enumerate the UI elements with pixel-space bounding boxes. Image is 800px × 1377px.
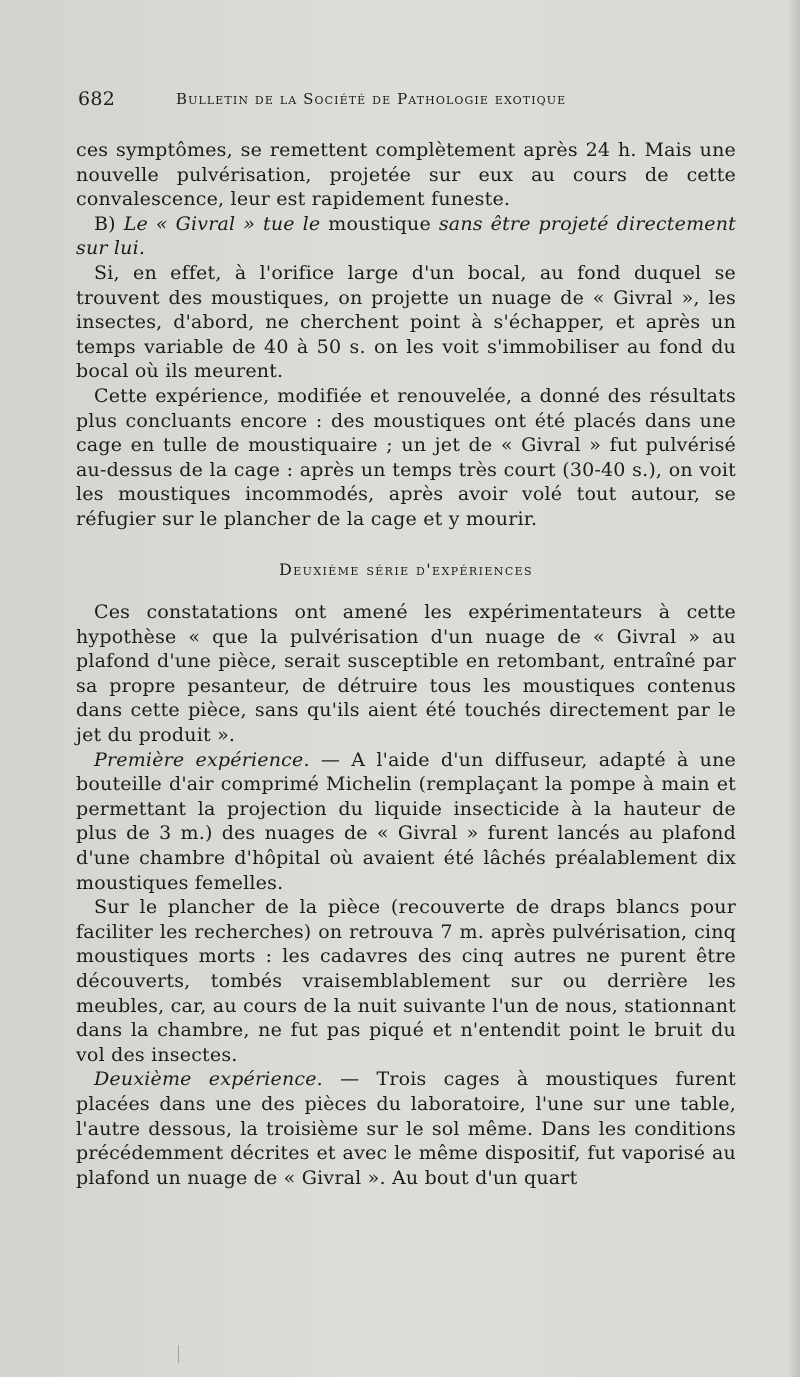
paragraph-2-normal-word: moustique: [328, 212, 431, 235]
paragraph-1: ces symptômes, se remettent complètement après 24 h. Mais une nouvelle pulvérisation, projetée sur eux au cours de cette convalescence, leur est rapidement funeste.: [76, 139, 736, 211]
paragraph-8: [76, 1067, 736, 1190]
page-edge-shadow: [788, 0, 800, 1377]
section-title: Deuxième série d'expériences: [279, 559, 533, 579]
paragraph-8-text: — Trois cages à moustiques furent placées dans une des pièces du laboratoire, l'une sur une table, l'autre dessous, la troisième sur le sol même. Dans les conditions précédemment décrites et avec le même dispositif, fut vaporisé au plafond un nuage de « Givral ». Au bout d'un quart: [76, 1068, 737, 1189]
paragraph-2-label: B): [94, 212, 116, 235]
paragraph-6: [76, 748, 736, 896]
page-header: [78, 88, 738, 116]
running-title: Bulletin de la Société de Pathologie exotique: [176, 90, 567, 108]
page-number: 682: [78, 88, 116, 110]
paragraph-3: Si, en effet, à l'orifice large d'un bocal, au fond duquel se trouvent des moustiques, on projette un nuage de « Givral », les insectes, d'abord, ne cherchent point à s'échapper, et après un temps variable de 40 à 50 s. on les voit s'immobiliser au fond du bocal où ils meurent.: [76, 261, 736, 383]
scan-mark: [178, 1345, 179, 1363]
paragraph-2: [76, 212, 736, 261]
paragraph-2-italic-end: sans être projeté directement sur lui.: [76, 212, 737, 260]
paragraph-2-italic-start: Le « Givral » tue le: [123, 212, 321, 235]
paragraph-6-lead: Première expérience.: [94, 748, 310, 771]
paragraph-5: Ces constatations ont amené les expérimentateurs à cette hypothèse « que la pulvérisation d'un nuage de « Givral » au plafond d'une pièce, serait susceptible en retombant, entraîné par sa propre pesanteur, de détruire tous les moustiques contenus dans cette pièce, sans qu'ils aient été touchés directement par le jet du produit ».: [76, 601, 736, 747]
paragraph-6-text: — A l'aide d'un diffuseur, adapté à une bouteille d'air comprimé Michelin (remplaçant la pompe à main et permettant la projection du liquide insecticide à la hauteur de plus de 3 m.) des nuages de « Givral » furent lancés au plafond d'une chambre d'hôpital où avaient été lâchés préalablement dix moustiques femelles.: [76, 748, 736, 894]
paragraph-8-lead: Deuxième expérience.: [94, 1068, 323, 1091]
paragraph-4: Cette expérience, modifiée et renouvelée, a donné des résultats plus concluants encore : des moustiques ont été placés dans une cage en tulle de moustiquaire ; un jet de « Givral » fut pulvérisé au-dessus de la cage : après un temps très court (30-40 s.), on voit les moustiques incommodés, après avoir volé tout autour, se réfugier sur le plancher de la cage et y mourir.: [76, 384, 736, 530]
article-body: [76, 138, 736, 1190]
paragraph-7: Sur le plancher de la pièce (recouverte de draps blancs pour faciliter les recherches) on retrouva 7 m. après pulvérisation, cinq moustiques morts : les cadavres des cinq autres ne purent être découverts, tombés vraisemblablement sur ou derrière les meubles, car, au cours de la nuit suivante l'un de nous, stationnant dans la chambre, ne fut pas piqué et n'entendit point le bruit du vol des insectes.: [76, 896, 736, 1066]
